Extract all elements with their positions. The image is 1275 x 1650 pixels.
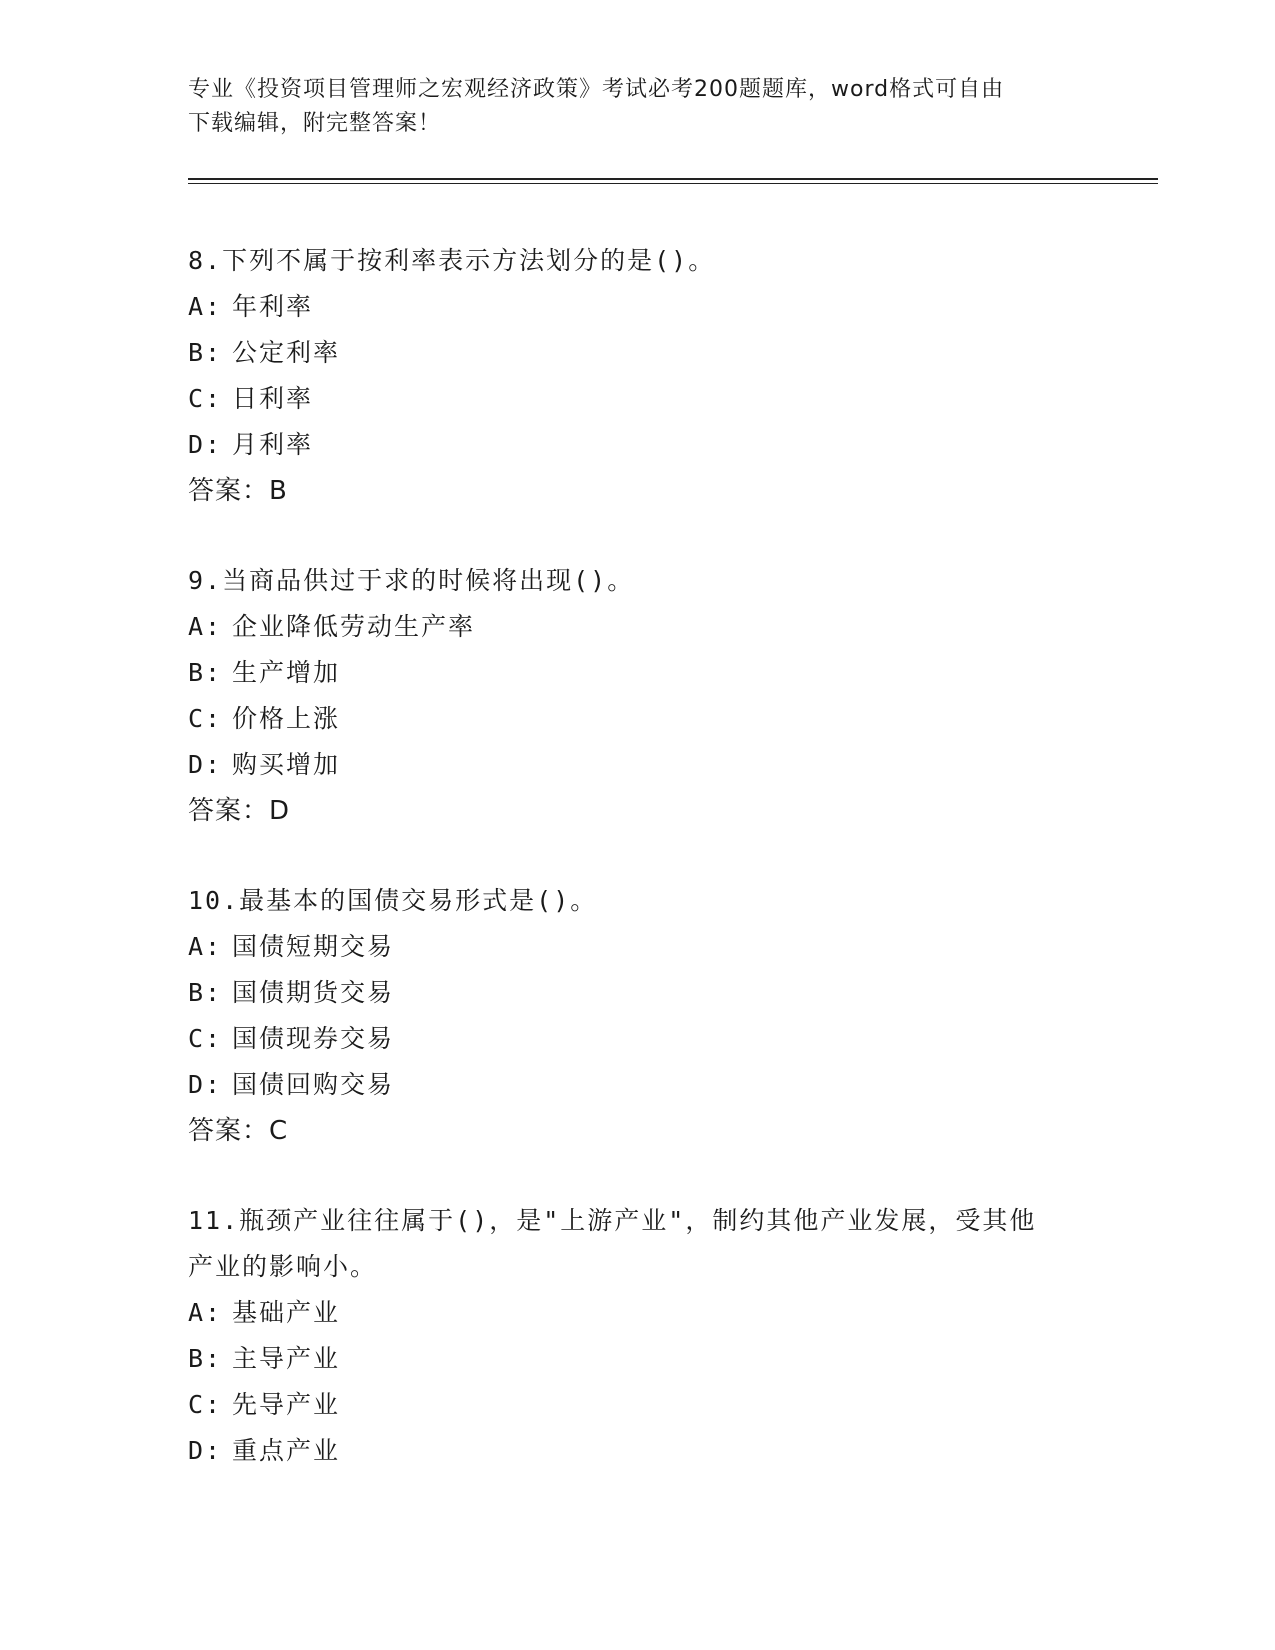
option-b: [188, 1336, 1088, 1382]
header-line-1: 专业《投资项目管理师之宏观经济政策》考试必考200题题库，word格式可自由: [188, 77, 1005, 102]
question-stem: 8.下列不属于按利率表示方法划分的是()。: [188, 246, 716, 275]
option-letter: A:: [188, 292, 223, 321]
option-a: [188, 284, 1088, 330]
option-text: 基础产业: [232, 1298, 341, 1327]
option-text: 重点产业: [232, 1436, 341, 1465]
option-d: [188, 422, 1088, 468]
option-b: [188, 650, 1088, 696]
option-c: [188, 1016, 1088, 1062]
option-text: 国债短期交易: [232, 932, 395, 961]
question-8: [188, 238, 1088, 514]
option-d: [188, 1428, 1088, 1474]
option-text: 价格上涨: [232, 704, 341, 733]
question-stem: 11.瓶颈产业往往属于()，是"上游产业"，制约其他产业发展，受其他: [188, 1206, 1037, 1235]
answer-line: 答案：B: [188, 476, 288, 506]
option-letter: D:: [188, 1436, 223, 1465]
option-a: [188, 604, 1088, 650]
option-letter: A:: [188, 612, 223, 641]
option-a: [188, 1290, 1088, 1336]
option-text: 主导产业: [232, 1344, 341, 1373]
question-10: [188, 878, 1088, 1154]
option-c: [188, 1382, 1088, 1428]
option-letter: C:: [188, 1024, 223, 1053]
option-b: [188, 970, 1088, 1016]
header-divider: [188, 178, 1158, 184]
answer-line: 答案：D: [188, 796, 291, 826]
question-9: [188, 558, 1088, 834]
option-text: 国债现券交易: [232, 1024, 395, 1053]
option-text: 国债期货交易: [232, 978, 395, 1007]
option-letter: B:: [188, 978, 223, 1007]
question-stem: 10.最基本的国债交易形式是()。: [188, 886, 598, 915]
option-text: 月利率: [232, 430, 314, 459]
option-letter: A:: [188, 932, 223, 961]
option-d: [188, 1062, 1088, 1108]
option-a: [188, 924, 1088, 970]
question-stem: 9.当商品供过于求的时候将出现()。: [188, 566, 635, 595]
option-letter: A:: [188, 1298, 223, 1327]
question-11: [188, 1198, 1088, 1474]
option-text: 年利率: [232, 292, 314, 321]
header-line-2: 下载编辑，附完整答案！: [188, 111, 442, 136]
option-b: [188, 330, 1088, 376]
option-letter: C:: [188, 704, 223, 733]
question-list: [188, 238, 1088, 1518]
option-letter: B:: [188, 658, 223, 687]
option-letter: C:: [188, 1390, 223, 1419]
option-text: 先导产业: [232, 1390, 341, 1419]
answer-line: 答案：C: [188, 1116, 289, 1146]
option-letter: D:: [188, 750, 223, 779]
option-text: 公定利率: [232, 338, 341, 367]
option-text: 国债回购交易: [232, 1070, 395, 1099]
option-c: [188, 376, 1088, 422]
option-letter: B:: [188, 338, 223, 367]
option-text: 企业降低劳动生产率: [232, 612, 476, 641]
option-text: 日利率: [232, 384, 314, 413]
option-d: [188, 742, 1088, 788]
option-letter: B:: [188, 1344, 223, 1373]
option-letter: C:: [188, 384, 223, 413]
option-letter: D:: [188, 430, 223, 459]
option-c: [188, 696, 1088, 742]
question-stem-continued: 产业的影响小。: [188, 1252, 378, 1281]
option-letter: D:: [188, 1070, 223, 1099]
option-text: 生产增加: [232, 658, 341, 687]
option-text: 购买增加: [232, 750, 341, 779]
document-header: [188, 73, 1088, 141]
